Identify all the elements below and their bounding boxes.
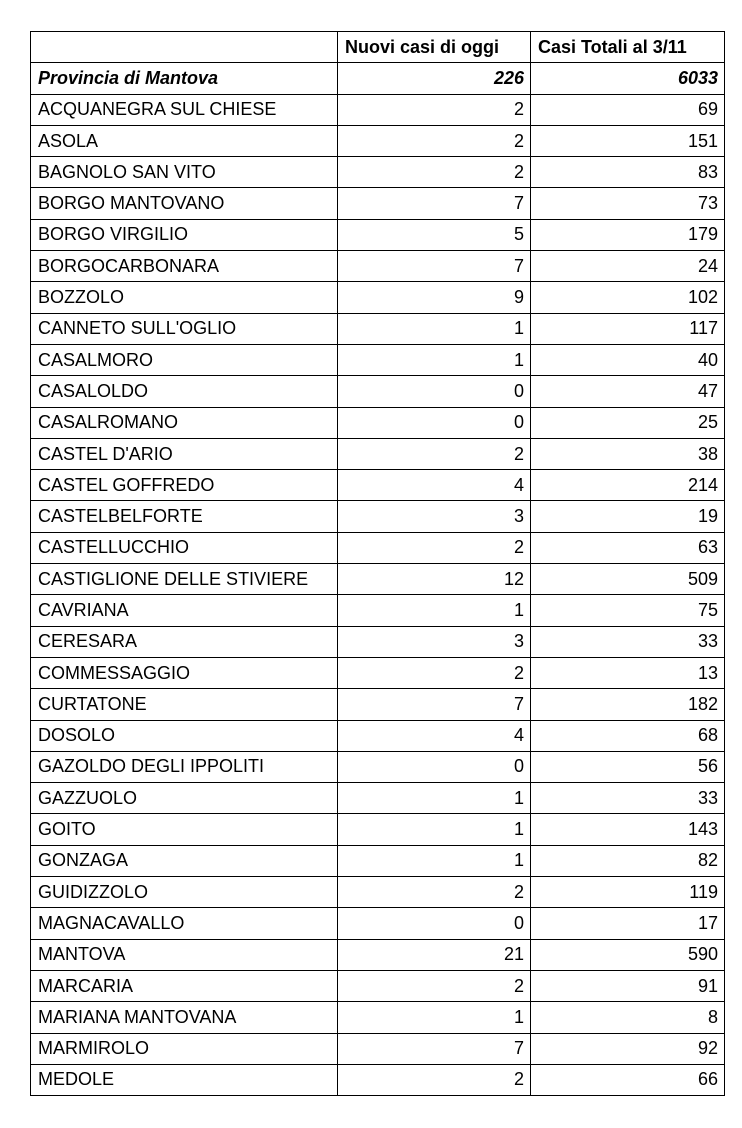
new-cases-cell: 1 (338, 313, 531, 344)
total-cases-cell: 151 (531, 125, 725, 156)
table-row (31, 595, 725, 626)
new-cases-cell: 2 (338, 125, 531, 156)
table-row (31, 501, 725, 532)
municipality-name: CASALROMANO (31, 407, 338, 438)
total-cases-cell: 509 (531, 564, 725, 595)
table-row (31, 970, 725, 1001)
total-cases-cell: 75 (531, 595, 725, 626)
total-cases-cell: 47 (531, 376, 725, 407)
table-body (31, 32, 725, 1096)
new-cases-cell: 1 (338, 814, 531, 845)
new-cases-cell: 1 (338, 344, 531, 375)
municipality-name: BORGO MANTOVANO (31, 188, 338, 219)
province-total-cases: 6033 (531, 63, 725, 94)
header-row (31, 32, 725, 63)
total-cases-cell: 92 (531, 1033, 725, 1064)
new-cases-cell: 7 (338, 188, 531, 219)
total-cases-cell: 143 (531, 814, 725, 845)
new-cases-cell: 2 (338, 970, 531, 1001)
table-row (31, 1064, 725, 1095)
total-cases-cell: 102 (531, 282, 725, 313)
municipality-name: CASTIGLIONE DELLE STIVIERE (31, 564, 338, 595)
table-row (31, 845, 725, 876)
new-cases-cell: 2 (338, 438, 531, 469)
new-cases-cell: 2 (338, 157, 531, 188)
new-cases-cell: 9 (338, 282, 531, 313)
new-cases-cell: 2 (338, 657, 531, 688)
new-cases-cell: 3 (338, 626, 531, 657)
new-cases-cell: 1 (338, 845, 531, 876)
municipality-name: ASOLA (31, 125, 338, 156)
table-row (31, 626, 725, 657)
table-row (31, 188, 725, 219)
new-cases-cell: 1 (338, 783, 531, 814)
table-row (31, 251, 725, 282)
header-new-cases: Nuovi casi di oggi (338, 32, 531, 63)
total-cases-cell: 179 (531, 219, 725, 250)
table-row (31, 313, 725, 344)
total-cases-cell: 56 (531, 751, 725, 782)
table-row (31, 814, 725, 845)
total-cases-cell: 33 (531, 783, 725, 814)
total-cases-cell: 8 (531, 1002, 725, 1033)
municipality-name: COMMESSAGGIO (31, 657, 338, 688)
table-row (31, 1002, 725, 1033)
new-cases-cell: 7 (338, 251, 531, 282)
table-row (31, 157, 725, 188)
municipality-name: CANNETO SULL'OGLIO (31, 313, 338, 344)
new-cases-cell: 1 (338, 595, 531, 626)
province-total-row (31, 63, 725, 94)
total-cases-cell: 19 (531, 501, 725, 532)
province-name: Provincia di Mantova (31, 63, 338, 94)
municipality-name: MEDOLE (31, 1064, 338, 1095)
total-cases-cell: 182 (531, 689, 725, 720)
municipality-name: GAZZUOLO (31, 783, 338, 814)
table-row (31, 720, 725, 751)
table-row (31, 94, 725, 125)
table-row (31, 939, 725, 970)
municipality-name: CURTATONE (31, 689, 338, 720)
table-row (31, 438, 725, 469)
new-cases-cell: 4 (338, 720, 531, 751)
total-cases-cell: 63 (531, 532, 725, 563)
municipality-name: CASALMORO (31, 344, 338, 375)
total-cases-cell: 117 (531, 313, 725, 344)
table-row (31, 564, 725, 595)
municipality-name: CAVRIANA (31, 595, 338, 626)
municipality-name: CASTELLUCCHIO (31, 532, 338, 563)
municipality-name: MAGNACAVALLO (31, 908, 338, 939)
municipality-name: CERESARA (31, 626, 338, 657)
table-row (31, 532, 725, 563)
total-cases-cell: 66 (531, 1064, 725, 1095)
table-row (31, 1033, 725, 1064)
total-cases-cell: 82 (531, 845, 725, 876)
municipality-name: BORGOCARBONARA (31, 251, 338, 282)
table-row (31, 908, 725, 939)
new-cases-cell: 0 (338, 751, 531, 782)
municipality-name: ACQUANEGRA SUL CHIESE (31, 94, 338, 125)
total-cases-cell: 83 (531, 157, 725, 188)
total-cases-cell: 38 (531, 438, 725, 469)
new-cases-cell: 2 (338, 1064, 531, 1095)
total-cases-cell: 119 (531, 877, 725, 908)
total-cases-cell: 33 (531, 626, 725, 657)
header-total-cases: Casi Totali al 3/11 (531, 32, 725, 63)
province-new-cases: 226 (338, 63, 531, 94)
header-municipality (31, 32, 338, 63)
total-cases-cell: 17 (531, 908, 725, 939)
municipality-name: GUIDIZZOLO (31, 877, 338, 908)
municipality-name: BORGO VIRGILIO (31, 219, 338, 250)
total-cases-cell: 590 (531, 939, 725, 970)
new-cases-cell: 4 (338, 470, 531, 501)
municipality-name: GONZAGA (31, 845, 338, 876)
new-cases-cell: 2 (338, 94, 531, 125)
total-cases-cell: 24 (531, 251, 725, 282)
table-row (31, 689, 725, 720)
municipality-name: BAGNOLO SAN VITO (31, 157, 338, 188)
new-cases-cell: 7 (338, 1033, 531, 1064)
municipality-name: CASTELBELFORTE (31, 501, 338, 532)
table-row (31, 751, 725, 782)
municipality-name: MANTOVA (31, 939, 338, 970)
table-row (31, 219, 725, 250)
municipality-name: DOSOLO (31, 720, 338, 751)
total-cases-cell: 13 (531, 657, 725, 688)
total-cases-cell: 91 (531, 970, 725, 1001)
covid-cases-table (30, 31, 725, 1096)
table-row (31, 125, 725, 156)
total-cases-cell: 69 (531, 94, 725, 125)
municipality-name: CASALOLDO (31, 376, 338, 407)
table-row (31, 783, 725, 814)
total-cases-cell: 73 (531, 188, 725, 219)
municipality-name: BOZZOLO (31, 282, 338, 313)
new-cases-cell: 12 (338, 564, 531, 595)
new-cases-cell: 3 (338, 501, 531, 532)
new-cases-cell: 0 (338, 376, 531, 407)
total-cases-cell: 40 (531, 344, 725, 375)
table-row (31, 407, 725, 438)
municipality-name: GOITO (31, 814, 338, 845)
municipality-name: MARMIROLO (31, 1033, 338, 1064)
municipality-name: MARCARIA (31, 970, 338, 1001)
table-row (31, 657, 725, 688)
new-cases-cell: 7 (338, 689, 531, 720)
table-row (31, 877, 725, 908)
table-row (31, 470, 725, 501)
total-cases-cell: 214 (531, 470, 725, 501)
new-cases-cell: 2 (338, 532, 531, 563)
table-row (31, 282, 725, 313)
new-cases-cell: 5 (338, 219, 531, 250)
new-cases-cell: 0 (338, 407, 531, 438)
new-cases-cell: 0 (338, 908, 531, 939)
municipality-name: CASTEL GOFFREDO (31, 470, 338, 501)
table-row (31, 344, 725, 375)
municipality-name: MARIANA MANTOVANA (31, 1002, 338, 1033)
new-cases-cell: 21 (338, 939, 531, 970)
total-cases-cell: 25 (531, 407, 725, 438)
municipality-name: GAZOLDO DEGLI IPPOLITI (31, 751, 338, 782)
new-cases-cell: 2 (338, 877, 531, 908)
new-cases-cell: 1 (338, 1002, 531, 1033)
table-row (31, 376, 725, 407)
municipality-name: CASTEL D'ARIO (31, 438, 338, 469)
total-cases-cell: 68 (531, 720, 725, 751)
